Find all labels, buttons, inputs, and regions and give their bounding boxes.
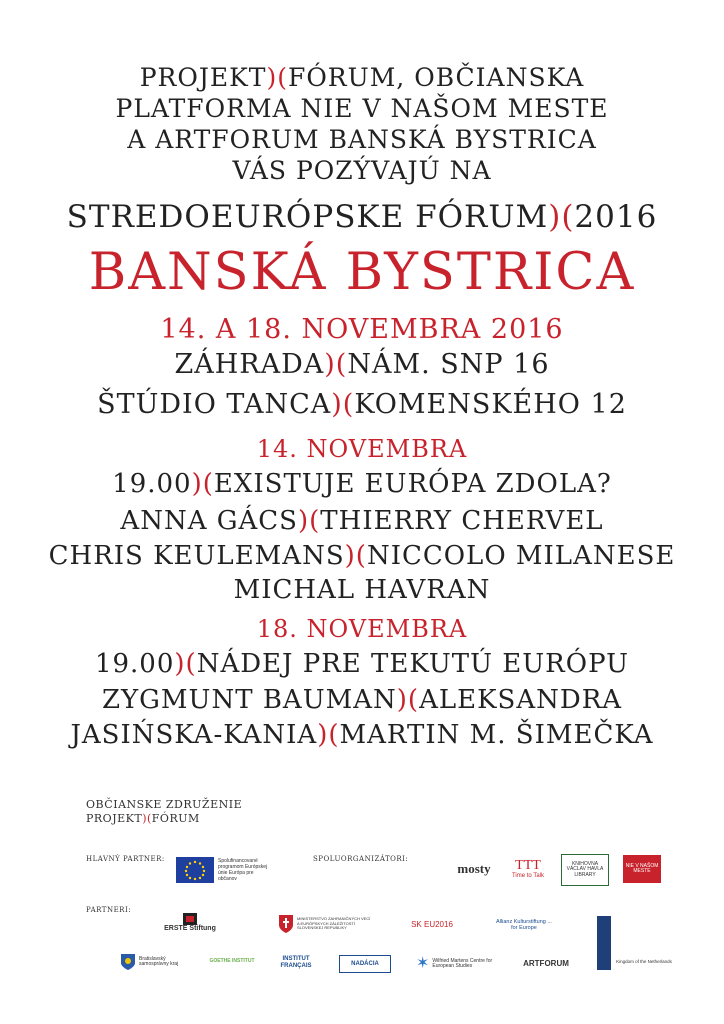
bratislava-logo: Bratislavský samosprávny kraj <box>120 950 182 974</box>
time-to-talk-icon: TTT <box>515 858 541 873</box>
intro-line-1: PROJEKT)(FÓRUM, OBČIANSKA <box>139 63 585 92</box>
slovak-coat-of-arms-icon <box>278 914 294 934</box>
eu-logo <box>176 856 271 884</box>
netherlands-logo-bar <box>597 916 611 970</box>
sk-eu2016-logo: SK EU2016 <box>411 919 453 929</box>
time-to-talk-logo: TTT Time to Talk <box>511 858 544 880</box>
netherlands-logo: Kingdom of the Netherlands <box>616 958 672 964</box>
coorganizers-label: SPOLUORGANIZÁTORI: <box>313 855 409 863</box>
city-title: BANSKÁ BYSTRICA <box>88 243 636 302</box>
martens-centre-logo: ✶ Wilfried Martens Centre for European Studies <box>416 955 493 973</box>
allianz-logo: Allianz Kulturstiftung ... for Europe <box>496 918 552 931</box>
day2-date: 18. NOVEMBRA <box>256 615 468 643</box>
havel-library-logo: KNIHOVNA VÁCLAV HAVLA LIBRARY <box>561 854 609 886</box>
artforum-logo: ARTFORUM <box>523 958 569 968</box>
organizer-line-1: OBČIANSKE ZDRUŽENIE <box>86 798 243 811</box>
star-icon: ✶ <box>416 955 430 973</box>
intro-line-4: VÁS POZÝVAJÚ NA <box>232 156 492 185</box>
intro-line-3: A ARTFORUM BANSKÁ BYSTRICA <box>127 125 597 154</box>
event-dates: 14. A 18. NOVEMBRA 2016 <box>160 314 564 345</box>
day1-speakers-2: CHRIS KEULEMANS)(NICCOLO MILANESE <box>48 541 676 571</box>
intro-line-2: PLATFORMA NIE V NAŠOM MESTE <box>115 94 609 123</box>
day1-speakers-1: ANNA GÁCS)(THIERRY CHERVEL <box>120 506 604 536</box>
ministry-logo: MINISTERSTVO ZAHRANIČNÝCH VECÍ A EURÓPSKYCH ZÁLEŽITOSTÍ SLOVENSKEJ REPUBLIKY <box>278 910 378 938</box>
day2-speakers-1: ZYGMUNT BAUMAN)(ALEKSANDRA <box>101 685 623 715</box>
nadacia-logo: NADÁCIA <box>339 955 391 973</box>
organizer-block <box>86 798 242 826</box>
organizer-line-2: PROJEKT)(FÓRUM <box>86 812 200 825</box>
mosty-logo: mosty <box>457 860 491 876</box>
venue-2: ŠTÚDIO TANCA)(KOMENSKÉHO 12 <box>97 389 627 420</box>
bratislava-icon <box>120 953 136 971</box>
venue-1: ZÁHRADA)(NÁM. SNP 16 <box>174 349 550 380</box>
goethe-logo: GOETHE INSTITUT <box>209 958 255 965</box>
nie-v-nasom-logo: NIE V NAŠOM MESTE <box>623 855 661 883</box>
forum-title: STREDOEURÓPSKE FÓRUM)(2016 <box>66 199 658 235</box>
day2-speakers-2: JASIŃSKA-KANIA)(MARTIN M. ŠIMEČKA <box>70 720 654 750</box>
eu-flag-icon <box>176 857 214 883</box>
day2-event: 19.00)(NÁDEJ PRE TEKUTÚ EURÓPU <box>94 649 630 679</box>
partners-label: PARTNERI: <box>86 906 132 914</box>
main-partner-label: HLAVNÝ PARTNER: <box>86 855 165 863</box>
institut-francais-logo: INSTITUT FRANÇAIS <box>280 956 312 969</box>
erste-logo: ERSTE Stiftung <box>150 910 230 936</box>
erste-icon <box>183 913 197 925</box>
eu-text: Spolufinancované programom Európskej únie Európa pre občanov <box>218 858 268 882</box>
day1-event: 19.00)(EXISTUJE EURÓPA ZDOLA? <box>112 469 612 499</box>
day1-date: 14. NOVEMBRA <box>256 435 468 463</box>
day1-speakers-3: MICHAL HAVRAN <box>233 575 491 605</box>
